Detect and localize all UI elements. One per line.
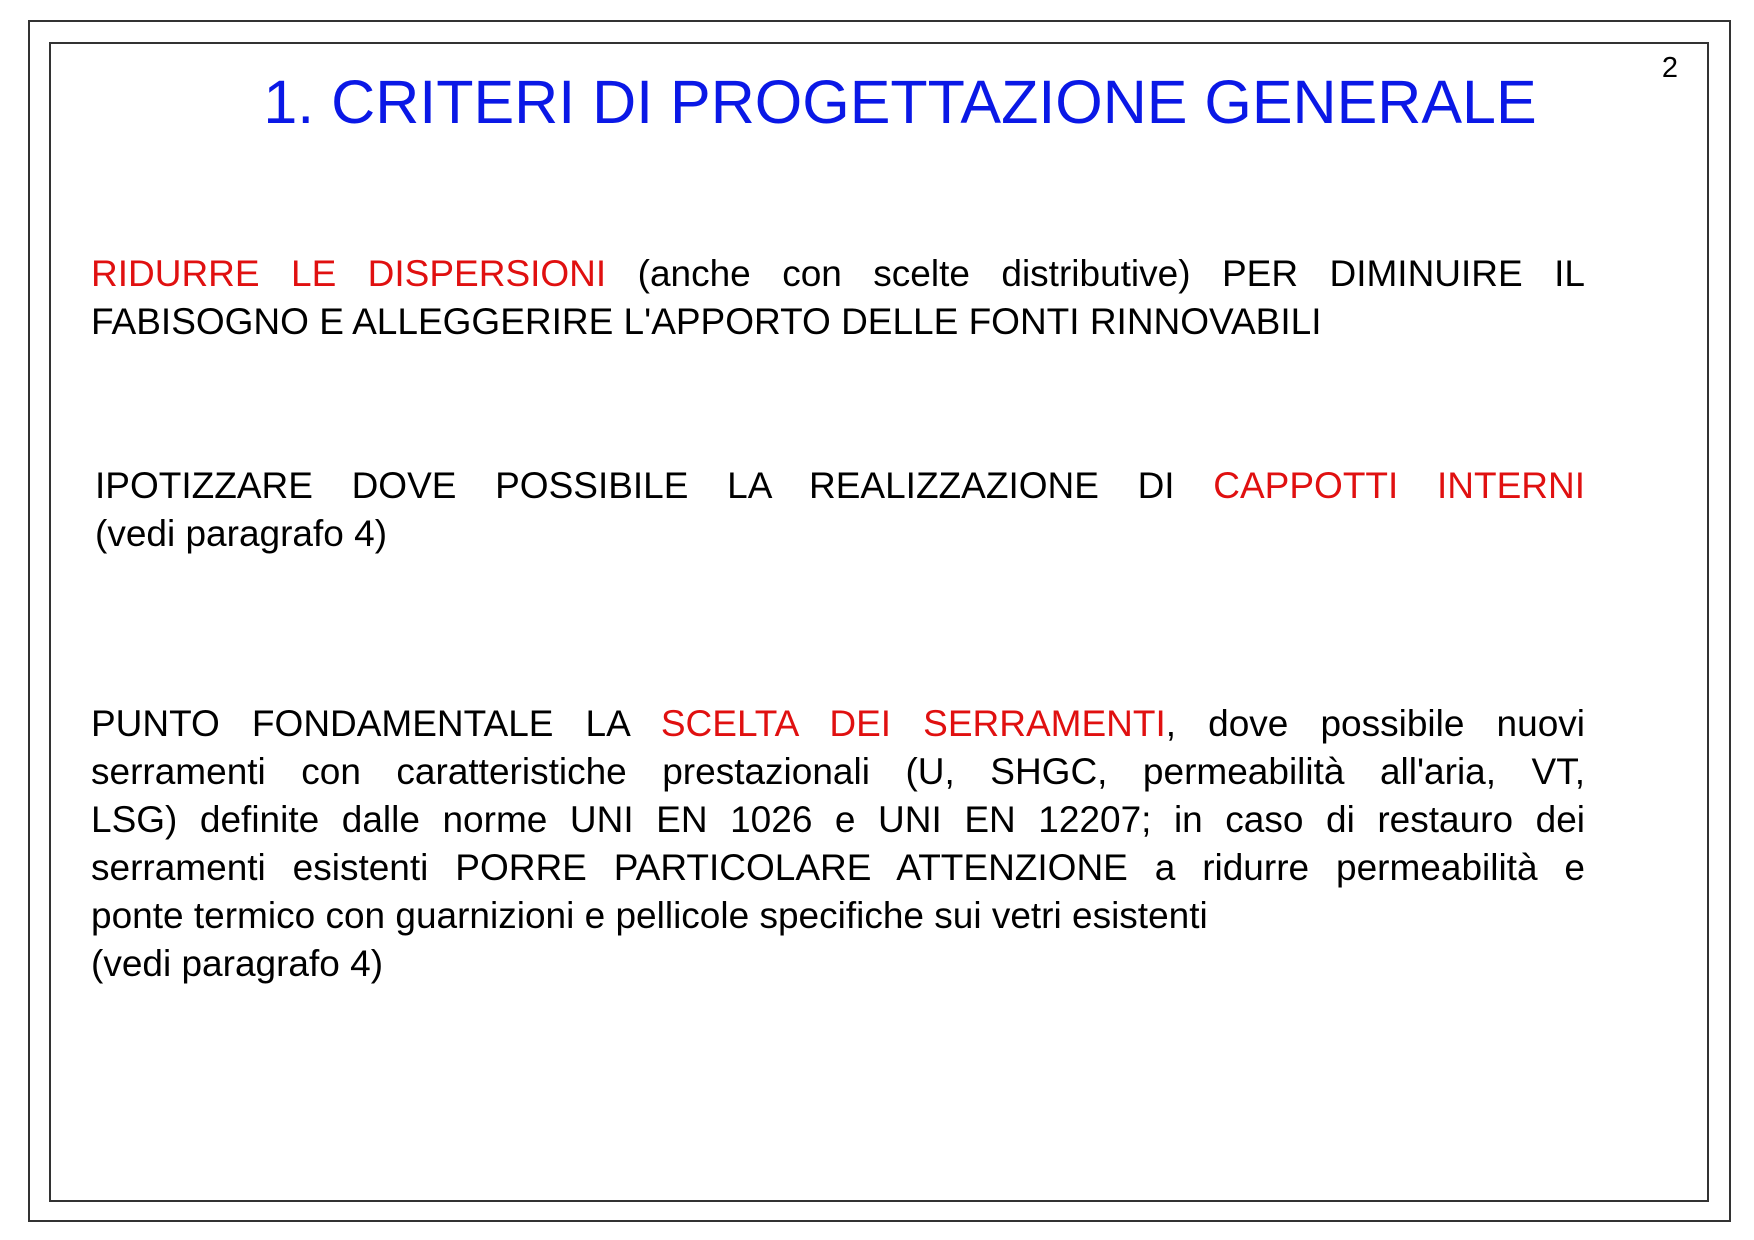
body-text: IPOTIZZARE DOVE POSSIBILE LA REALIZZAZIONE DI: [95, 465, 1214, 506]
inner-frame: [49, 42, 1709, 1202]
body-text: (anche con scelte distributive) PER DIMINUIRE IL: [606, 253, 1585, 294]
paragraph-line: serramenti esistenti PORRE PARTICOLARE ATTENZIONE a ridurre permeabilità e: [91, 847, 1585, 888]
page-title: 1. CRITERI DI PROGETTAZIONE GENERALE: [263, 68, 1537, 136]
body-text: PUNTO FONDAMENTALE LA: [91, 703, 661, 744]
paragraph-line: (vedi paragrafo 4): [95, 513, 388, 554]
paragraph-line: [91, 250, 1585, 298]
paragraph-line: (vedi paragrafo 4): [91, 943, 384, 984]
highlight-text: SCELTA DEI SERRAMENTI: [660, 703, 1166, 744]
paragraph-cappotti: [95, 462, 1585, 558]
highlight-text: CAPPOTTI INTERNI: [1213, 465, 1585, 506]
paragraph-dispersioni: [91, 250, 1585, 346]
paragraph-line: ponte termico con guarnizioni e pellicole specifiche sui vetri esistenti: [91, 895, 1208, 936]
paragraph-line: [91, 700, 1585, 748]
paragraph-line: [95, 462, 1585, 510]
paragraph-line: serramenti con caratteristiche prestazionali (U, SHGC, permeabilità all'aria, VT,: [91, 751, 1585, 792]
paragraph-serramenti: [91, 700, 1585, 988]
paragraph-line: FABISOGNO E ALLEGGERIRE L'APPORTO DELLE FONTI RINNOVABILI: [91, 301, 1322, 342]
highlight-text: RIDURRE LE DISPERSIONI: [91, 253, 607, 294]
body-text: , dove possibile nuovi: [1165, 703, 1585, 744]
page-number: 2: [1661, 52, 1679, 84]
paragraph-line: LSG) definite dalle norme UNI EN 1026 e UNI EN 12207; in caso di restauro dei: [91, 799, 1585, 840]
